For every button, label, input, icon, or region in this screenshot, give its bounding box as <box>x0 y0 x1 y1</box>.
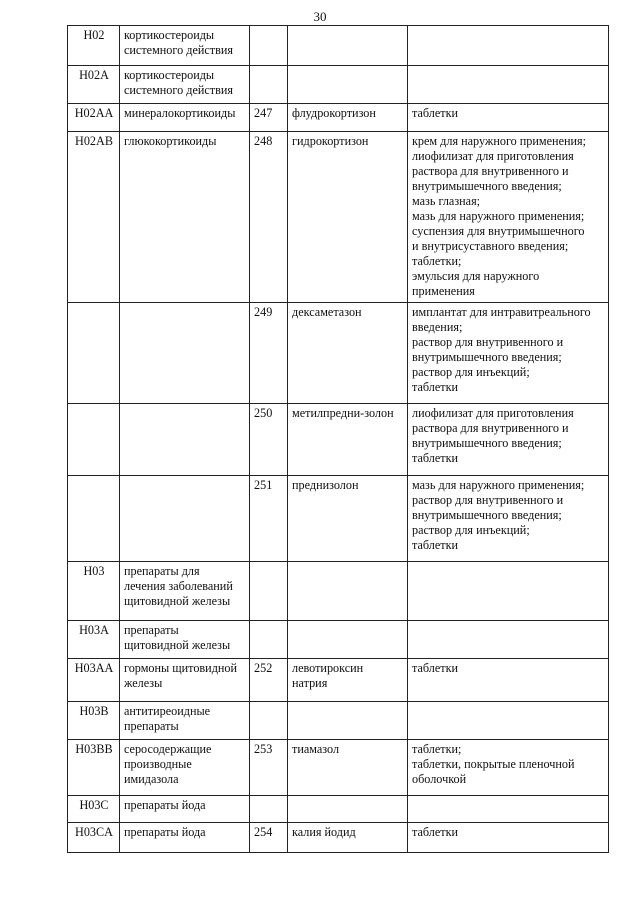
dosage-form-cell <box>408 132 609 303</box>
atc-code-cell: H02A <box>68 66 120 104</box>
atc-group-cell-line: гормоны щитовидной <box>124 661 238 675</box>
table-row <box>68 562 609 621</box>
dosage-form-cell <box>408 621 609 659</box>
drug-name-cell <box>288 796 408 823</box>
atc-code-cell: H03A <box>68 621 120 659</box>
dosage-form-cell-line: таблетки <box>412 825 459 839</box>
dosage-form-cell <box>408 476 609 562</box>
drug-name-cell <box>288 823 408 853</box>
atc-code-cell <box>68 303 120 404</box>
dosage-form-cell-line: таблетки <box>412 538 459 552</box>
dosage-form-cell <box>408 404 609 476</box>
atc-code-cell: H03C <box>68 796 120 823</box>
atc-group-cell <box>120 621 250 659</box>
atc-group-cell <box>120 26 250 66</box>
dosage-form-cell-line: мазь глазная; <box>412 194 481 208</box>
atc-group-cell <box>120 404 250 476</box>
drug-name-cell-line: натрия <box>292 676 328 690</box>
dosage-form-cell <box>408 26 609 66</box>
drug-name-cell-line: левотироксин <box>292 661 364 675</box>
drug-name-cell <box>288 562 408 621</box>
table-row <box>68 740 609 796</box>
dosage-form-cell-line: внутримышечного введения; <box>412 350 562 364</box>
item-number-cell: 249 <box>250 303 288 404</box>
item-number-cell: 254 <box>250 823 288 853</box>
drug-name-cell <box>288 132 408 303</box>
table-row <box>68 303 609 404</box>
drug-name-cell-line: метилпредни-золон <box>292 406 394 420</box>
item-number-cell <box>250 796 288 823</box>
atc-group-cell-line: антитиреоидные <box>124 704 211 718</box>
atc-group-cell <box>120 66 250 104</box>
table-row <box>68 476 609 562</box>
dosage-form-cell-line: оболочкой <box>412 772 467 786</box>
drug-name-cell <box>288 740 408 796</box>
atc-group-cell-line: минералокортикоиды <box>124 106 236 120</box>
atc-code-cell: H03CA <box>68 823 120 853</box>
atc-group-cell-line: глюкокортикоиды <box>124 134 217 148</box>
item-number-cell: 250 <box>250 404 288 476</box>
dosage-form-cell-line: раствор для инъекций; <box>412 365 530 379</box>
dosage-form-cell-line: таблетки, покрытые пленочной <box>412 757 575 771</box>
drug-name-cell <box>288 303 408 404</box>
atc-group-cell-line: лечения заболеваний <box>124 579 233 593</box>
drug-name-cell <box>288 66 408 104</box>
table-row <box>68 104 609 132</box>
atc-code-cell: H03 <box>68 562 120 621</box>
atc-group-cell <box>120 132 250 303</box>
drug-name-cell <box>288 659 408 702</box>
dosage-form-cell <box>408 823 609 853</box>
dosage-form-cell-line: применения <box>412 284 475 298</box>
item-number-cell <box>250 702 288 740</box>
dosage-form-cell-line: и внутрисуставного введения; <box>412 239 569 253</box>
item-number-cell: 248 <box>250 132 288 303</box>
atc-group-cell-line: железы <box>124 676 163 690</box>
dosage-form-cell-line: раствора для внутривенного и <box>412 421 569 435</box>
atc-group-cell-line: щитовидной железы <box>124 638 231 652</box>
dosage-form-cell-line: введения; <box>412 320 463 334</box>
dosage-form-cell-line: раствор для внутривенного и <box>412 335 564 349</box>
dosage-form-cell <box>408 796 609 823</box>
item-number-cell: 252 <box>250 659 288 702</box>
drug-table <box>67 25 609 853</box>
dosage-form-cell-line: внутримышечного введения; <box>412 436 562 450</box>
dosage-form-cell-line: внутримышечного введения; <box>412 179 562 193</box>
atc-group-cell <box>120 562 250 621</box>
atc-code-cell: H03B <box>68 702 120 740</box>
drug-name-cell <box>288 26 408 66</box>
atc-group-cell-line: производные <box>124 757 192 771</box>
atc-group-cell-line: препараты йода <box>124 825 206 839</box>
table-row <box>68 823 609 853</box>
item-number-cell: 251 <box>250 476 288 562</box>
atc-group-cell <box>120 702 250 740</box>
atc-group-cell-line: препараты для <box>124 564 200 578</box>
atc-group-cell-line: препараты йода <box>124 798 206 812</box>
atc-code-cell: H03BB <box>68 740 120 796</box>
dosage-form-cell-line: внутримышечного введения; <box>412 508 562 522</box>
dosage-form-cell <box>408 702 609 740</box>
drug-name-cell-line: гидрокортизон <box>292 134 369 148</box>
drug-name-cell-line: дексаметазон <box>292 305 362 319</box>
table-row <box>68 404 609 476</box>
atc-group-cell <box>120 303 250 404</box>
dosage-form-cell-line: суспензия для внутримышечного <box>412 224 585 238</box>
atc-code-cell: H02 <box>68 26 120 66</box>
drug-name-cell <box>288 404 408 476</box>
atc-code-cell <box>68 476 120 562</box>
atc-group-cell-line: системного действия <box>124 43 233 57</box>
dosage-form-cell-line: крем для наружного применения; <box>412 134 587 148</box>
dosage-form-cell-line: раствор для внутривенного и <box>412 493 564 507</box>
atc-group-cell-line: серосодержащие <box>124 742 212 756</box>
atc-group-cell-line: препараты <box>124 623 179 637</box>
atc-group-cell-line: кортикостероиды <box>124 28 215 42</box>
drug-name-cell <box>288 621 408 659</box>
dosage-form-cell <box>408 66 609 104</box>
atc-code-cell: H03AA <box>68 659 120 702</box>
table-row <box>68 621 609 659</box>
atc-code-cell: H02AB <box>68 132 120 303</box>
page-number: 30 <box>313 9 327 24</box>
item-number-cell <box>250 562 288 621</box>
atc-group-cell-line: препараты <box>124 719 179 733</box>
atc-group-cell <box>120 796 250 823</box>
atc-group-cell <box>120 476 250 562</box>
dosage-form-cell-line: мазь для наружного применения; <box>412 209 585 223</box>
atc-group-cell-line: системного действия <box>124 83 233 97</box>
table-row <box>68 659 609 702</box>
dosage-form-cell <box>408 740 609 796</box>
dosage-form-cell-line: таблетки <box>412 380 459 394</box>
atc-group-cell <box>120 659 250 702</box>
table-row <box>68 796 609 823</box>
dosage-form-cell-line: таблетки <box>412 106 459 120</box>
dosage-form-cell <box>408 104 609 132</box>
dosage-form-cell-line: лиофилизат для приготовления <box>412 149 574 163</box>
item-number-cell: 247 <box>250 104 288 132</box>
dosage-form-cell-line: таблетки; <box>412 742 462 756</box>
atc-group-cell <box>120 104 250 132</box>
item-number-cell <box>250 26 288 66</box>
table-row <box>68 702 609 740</box>
dosage-form-cell <box>408 562 609 621</box>
drug-name-cell-line: флудрокортизон <box>292 106 376 120</box>
drug-name-cell <box>288 104 408 132</box>
item-number-cell <box>250 621 288 659</box>
drug-name-cell-line: преднизолон <box>292 478 359 492</box>
atc-group-cell-line: имидазола <box>124 772 179 786</box>
atc-code-cell <box>68 404 120 476</box>
dosage-form-cell-line: таблетки <box>412 451 459 465</box>
dosage-form-cell-line: мазь для наружного применения; <box>412 478 585 492</box>
atc-group-cell <box>120 740 250 796</box>
item-number-cell: 253 <box>250 740 288 796</box>
dosage-form-cell-line: таблетки <box>412 661 459 675</box>
atc-group-cell-line: щитовидной железы <box>124 594 231 608</box>
dosage-form-cell-line: лиофилизат для приготовления <box>412 406 574 420</box>
table-row <box>68 66 609 104</box>
dosage-form-cell-line: раствор для инъекций; <box>412 523 530 537</box>
drug-name-cell <box>288 702 408 740</box>
dosage-form-cell <box>408 303 609 404</box>
drug-name-cell-line: тиамазол <box>292 742 340 756</box>
drug-name-cell <box>288 476 408 562</box>
atc-group-cell <box>120 823 250 853</box>
item-number-cell <box>250 66 288 104</box>
drug-name-cell-line: калия йодид <box>292 825 356 839</box>
dosage-form-cell-line: эмульсия для наружного <box>412 269 540 283</box>
table-row <box>68 26 609 66</box>
dosage-form-cell <box>408 659 609 702</box>
atc-group-cell-line: кортикостероиды <box>124 68 215 82</box>
atc-code-cell: H02AA <box>68 104 120 132</box>
table-row <box>68 132 609 303</box>
dosage-form-cell-line: раствора для внутривенного и <box>412 164 569 178</box>
dosage-form-cell-line: таблетки; <box>412 254 462 268</box>
dosage-form-cell-line: имплантат для интравитреального <box>412 305 591 319</box>
